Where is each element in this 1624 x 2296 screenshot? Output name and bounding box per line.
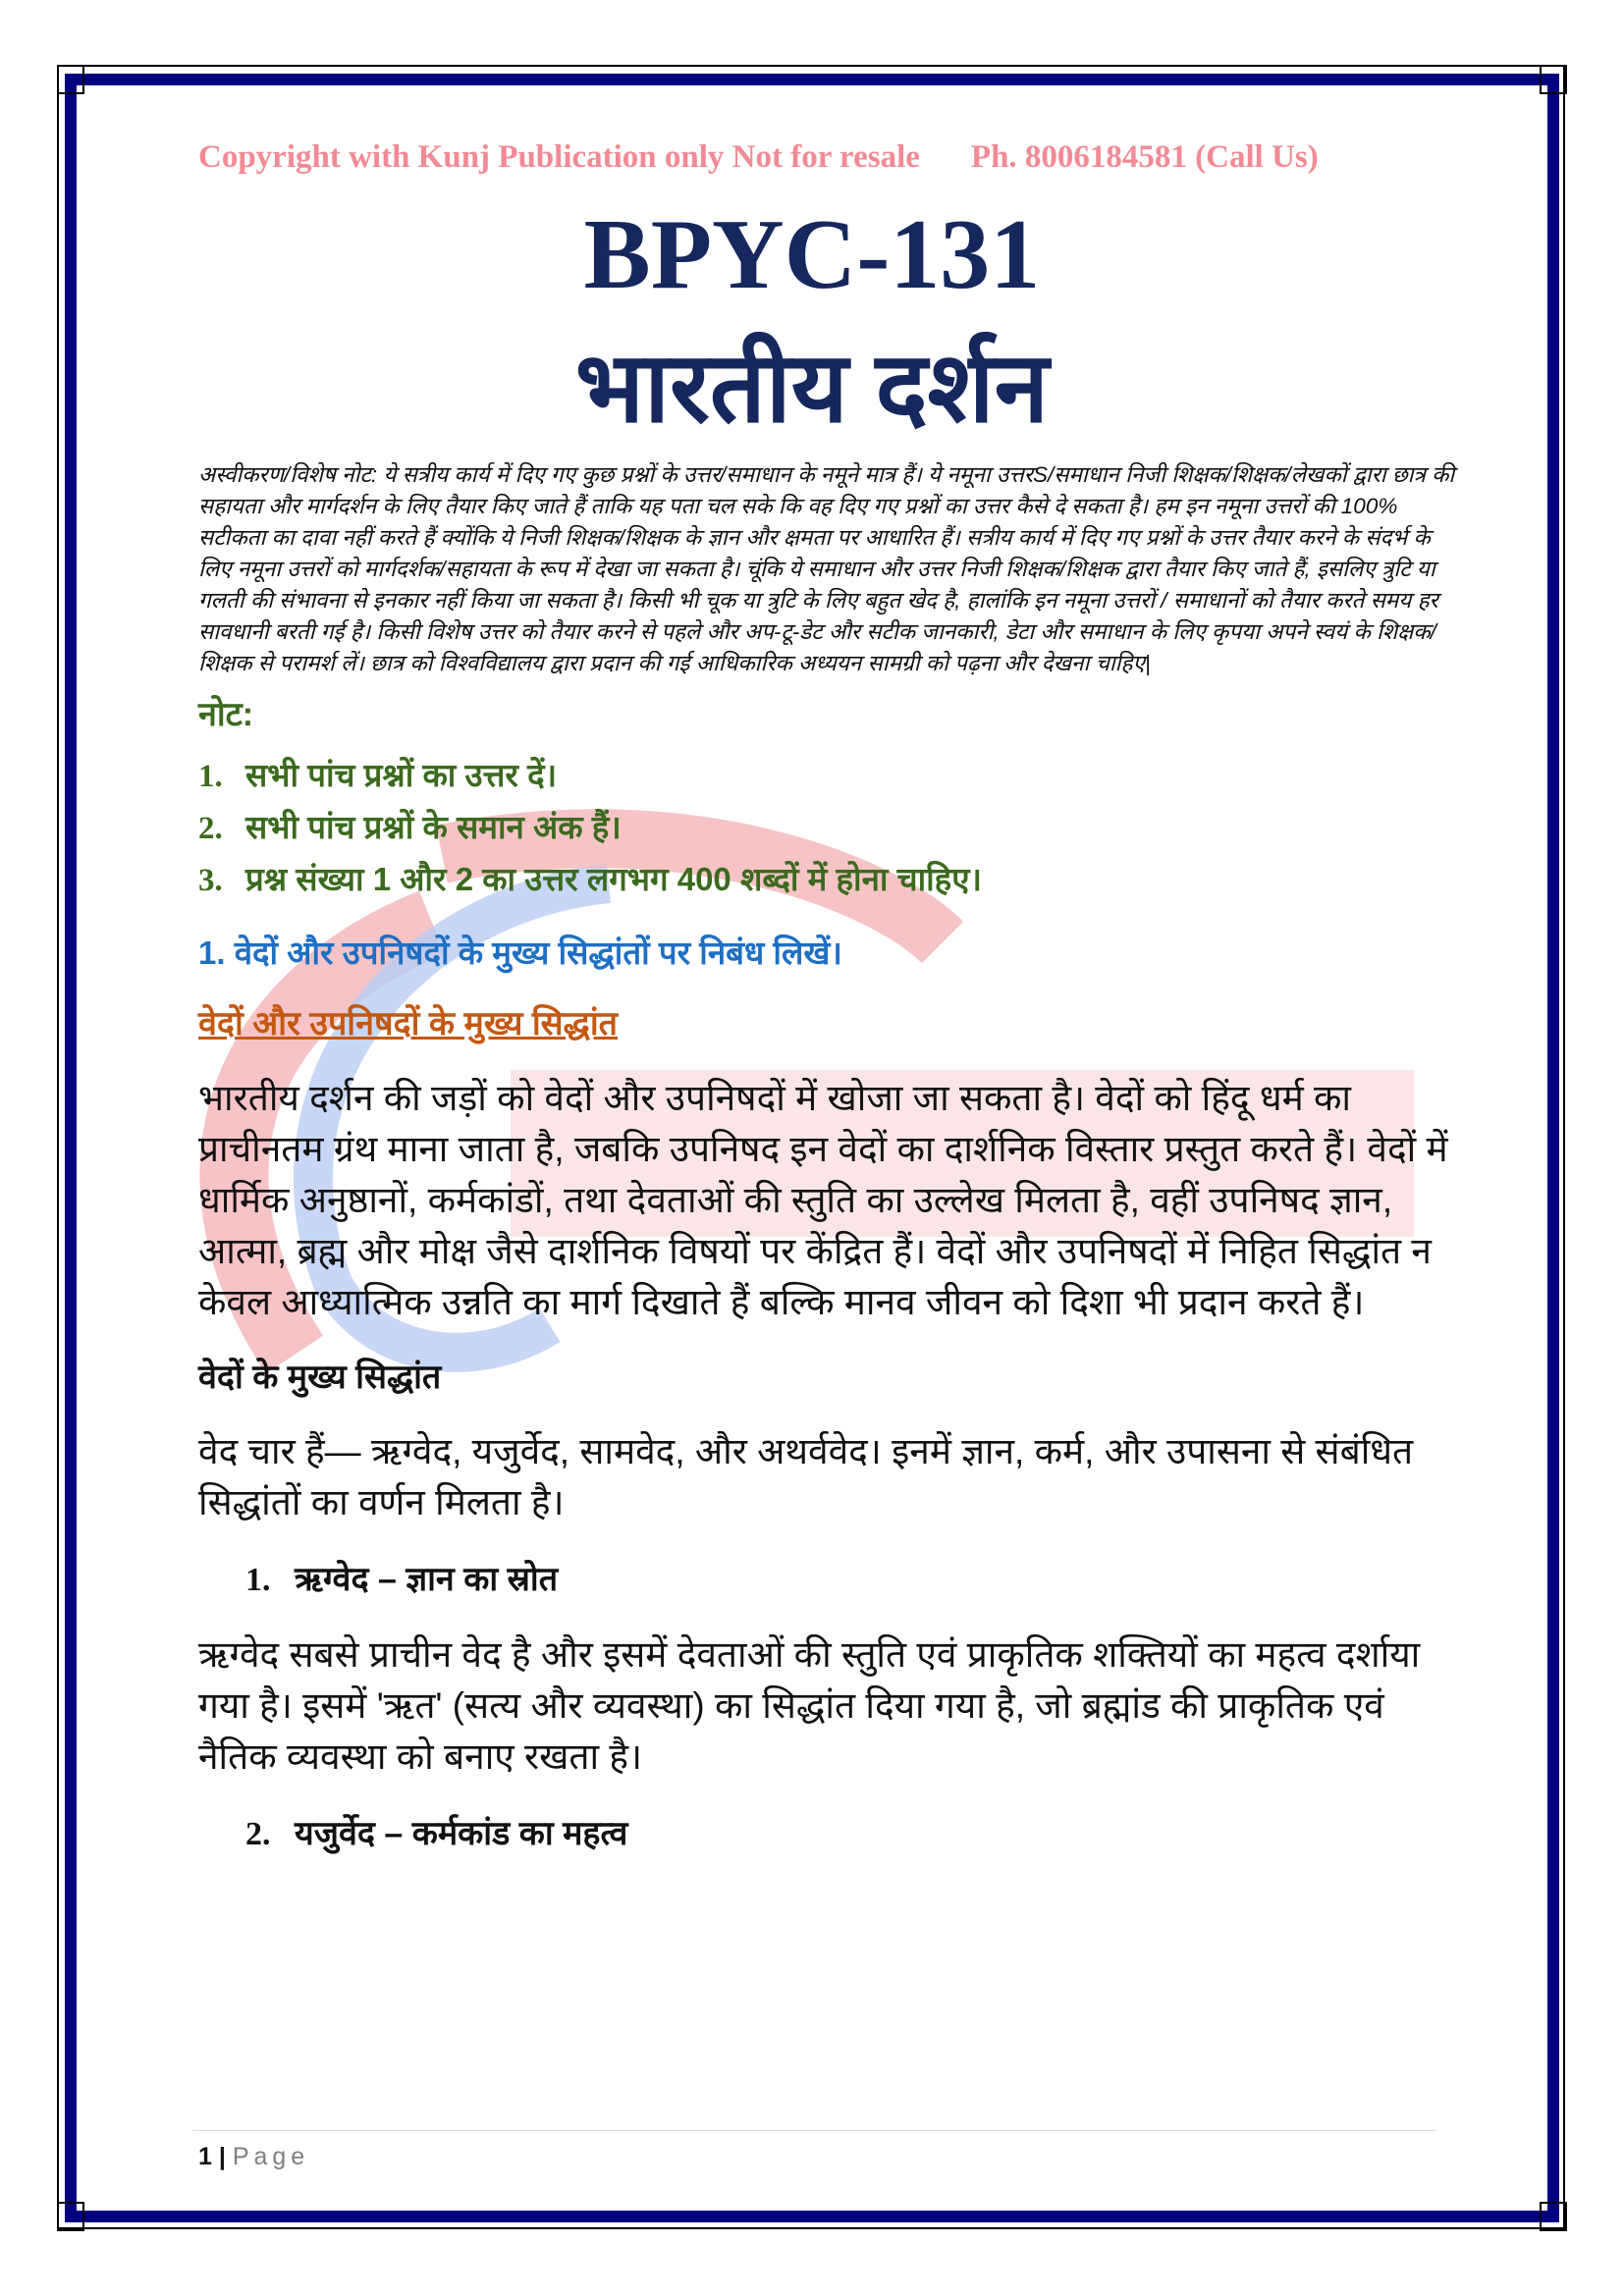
note-item <box>198 802 1460 854</box>
section-paragraph: वेद चार हैं— ऋग्वेद, यजुर्वेद, सामवेद, और अथर्ववेद। इनमें ज्ञान, कर्म, और उपासना से संबंधित सिद्धांतों का वर्णन मिलता है। <box>198 1431 1414 1522</box>
note-heading: नोट: <box>198 696 254 733</box>
sub-number: 2. <box>245 1816 271 1852</box>
item-text: प्रश्न संख्या 1 और 2 का उत्तर लगभग 400 शब्दों में होना चाहिए। <box>245 861 982 897</box>
footer-separator: | <box>218 2143 226 2170</box>
section-heading: वेदों के मुख्य सिद्धांत <box>198 1359 442 1396</box>
page-content <box>198 0 1460 1858</box>
copyright-notice <box>198 137 1460 177</box>
corner-ornament <box>1540 65 1567 94</box>
note-list <box>198 750 1460 906</box>
note-item <box>198 854 1460 906</box>
page-label: Page <box>232 2143 310 2170</box>
item-number: 3. <box>198 863 223 898</box>
phone-text: Ph. 8006184581 (Call Us) <box>970 139 1319 175</box>
subheading-rigveda <box>198 1556 1460 1604</box>
page-number: 1 <box>198 2143 212 2170</box>
corner-ornament <box>57 2202 84 2231</box>
footer-divider <box>192 2130 1435 2131</box>
note-item <box>198 750 1460 802</box>
course-title: भारतीय दर्शन <box>574 333 1050 443</box>
sub-title: ऋग्वेद – ज्ञान का स्रोत <box>295 1561 559 1598</box>
course-code: BPYC-131 <box>583 199 1041 310</box>
subheading-yajurveda <box>198 1810 1460 1858</box>
corner-ornament <box>57 65 84 94</box>
copyright-text: Copyright with Kunj Publication only Not for resale <box>198 139 920 175</box>
sub-title: यजुर्वेद – कर्मकांड का महत्व <box>295 1815 628 1852</box>
item-number: 1. <box>198 759 223 794</box>
answer-heading: वेदों और उपनिषदों के मुख्य सिद्धांत <box>198 1005 619 1042</box>
intro-paragraph: भारतीय दर्शन की जड़ों को वेदों और उपनिषदों में खोजा जा सकता है। वेदों को हिंदू धर्म का प्राचीनतम ग्रंथ माना जाता है, जबकि उपनिषद इन वेदों का दार्शनिक विस्तार प्रस्तुत करते हैं। वेदों में धार्मिक अनुष्ठानों, कर्मकांडों, तथा देवताओं की स्तुति का उल्लेख मिलता है, वहीं उपनिषद ज्ञान, आत्मा, ब्रह्म और मोक्ष जैसे दार्शनिक विषयों पर केंद्रित हैं। वेदों और उपनिषदों में निहित सिद्धांत न केवल आध्यात्मिक उन्नति का मार्ग दिखाते हैं बल्कि मानव जीवन को दिशा भी प्रदान करते हैं। <box>198 1078 1448 1322</box>
rigveda-paragraph: ऋग्वेद सबसे प्राचीन वेद है और इसमें देवताओं की स्तुति एवं प्राकृतिक शक्तियों का महत्व दर्शाया गया है। इसमें 'ऋत' (सत्य और व्यवस्था) का सिद्धांत दिया गया है, जो ब्रह्मांड की प्राकृतिक एवं नैतिक व्यवस्था को बनाए रखता है। <box>198 1634 1421 1777</box>
item-text: सभी पांच प्रश्नों के समान अंक हैं। <box>245 809 622 845</box>
corner-ornament <box>1540 2202 1567 2231</box>
item-number: 2. <box>198 811 223 846</box>
page-footer <box>198 2141 309 2172</box>
question-1: 1. वेदों और उपनिषदों के मुख्य सिद्धांतों पर निबंध लिखें। <box>198 934 842 971</box>
sub-number: 1. <box>245 1562 271 1598</box>
disclaimer-text: अस्वीकरण/विशेष नोट: ये सत्रीय कार्य में दिए गए कुछ प्रश्नों के उत्तर/समाधान के नमूने मात्र हैं। ये नमूना उत्तरS/समाधान निजी शिक्षक/शिक्षक/लेखकों द्वारा छात्र की सहायता और मार्गदर्शन के लिए तैयार किए जाते हैं ताकि यह पता चल सके कि वह दिए गए प्रश्नों का उत्तर कैसे दे सकता है। हम इन नमूना उत्तरों की 100% सटीकता का दावा नहीं करते हैं क्योंकि ये निजी शिक्षक/शिक्षक के ज्ञान और क्षमता पर आधारित हैं। सत्रीय कार्य में दिए गए प्रश्नों के उत्तर तैयार करने के संदर्भ के लिए नमूना उत्तरों को मार्गदर्शक/सहायता के रूप में देखा जा सकता है। चूंकि ये समाधान और उत्तर निजी शिक्षक/शिक्षक द्वारा तैयार किए जाते हैं, इसलिए त्रुटि या गलती की संभावना से इनकार नहीं किया जा सकता है। किसी भी चूक या त्रुटि के लिए बहुत खेद है, हालांकि इन नमूना उत्तरों / समाधानों को तैयार करते समय हर सावधानी बरती गई है। किसी विशेष उत्तर को तैयार करने से पहले और अप-टू-डेट और सटीक जानकारी, डेटा और समाधान के लिए कृपया अपने स्वयं के शिक्षक/शिक्षक से परामर्श लें। छात्र को विश्वविद्यालय द्वारा प्रदान की गई आधिकारिक अध्ययन सामग्री को पढ़ना और देखना चाहिए| <box>198 462 1455 675</box>
item-text: सभी पांच प्रश्नों का उत्तर दें। <box>245 757 558 793</box>
